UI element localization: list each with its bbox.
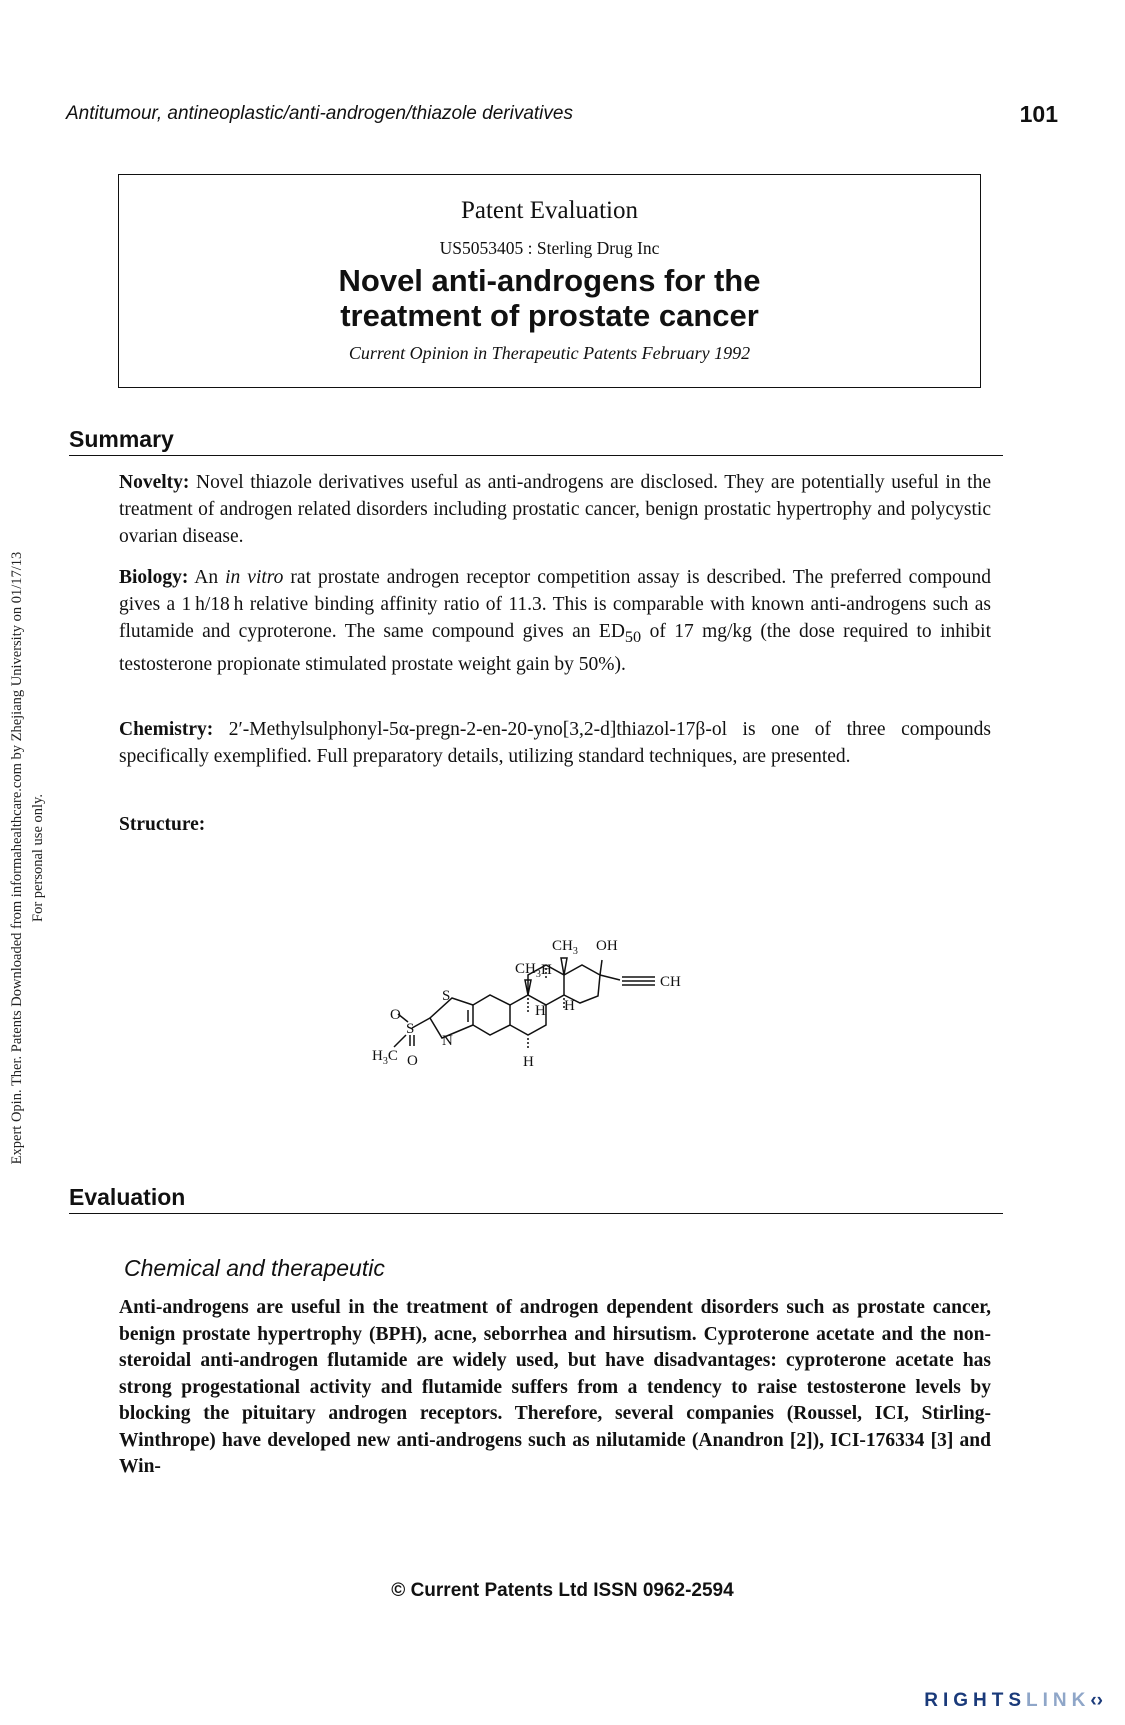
ring-a [473,995,510,1035]
patent-evaluation-box [118,174,981,388]
rightslink-part-b: LINK [1026,1690,1091,1711]
biology-text-a: An [188,567,226,588]
label-s-ring: S [442,988,451,1004]
page-number: 101 [1019,101,1058,127]
label-oh: OH [596,938,618,954]
rightslink-part-a: RIGHTS [924,1690,1027,1711]
label-ch3-mid: $CH_3$ [515,961,541,980]
article-title [119,263,980,333]
label-h-mid: H [535,1003,546,1019]
label-n-ring: N [442,1033,453,1049]
chemistry-label: Chemistry: [119,719,214,740]
label-h-right: H [564,998,575,1014]
evaluation-paragraph: Anti-androgens are useful in the treatment of androgen dependent disorders such as prostate cancer, benign prostate hypertrophy (BPH), acne, seborrhea and hirsutism. Cyproterone acetate and the non-steroidal anti-androgen flutamide are widely used, but have disadvantages: cyproterone acetate has strong progestational activity and flutamide suffers from a tendency to raise testosterone levels by blocking the pituitary androgen receptors. Therefore, several companies (Roussel, ICI, Stirling-Winthrope) have developed new anti-androgens such as nilutamide (Anandron [2]), ICI-176334 [3] and Win- [119,1297,991,1477]
biology-text-c: of 17 mg/kg (the dose required to inhibit testosterone propionate stimulated prostate weight gain by 50%). [119,621,991,675]
structure-paragraph [119,811,991,838]
novelty-text: Novel thiazole derivatives useful as anti-androgens are disclosed. They are potentially useful in the treatment of androgen related disorders including prostatic cancer, benign prostatic hypertrophy and polycystic ovarian disease. [119,472,991,547]
biology-text-b: rat prostate androgen receptor competition assay is described. The preferred compound gives a 1 h/18 h relative binding affinity ratio of 11.3. This is comparable with known anti-androgens such as flutamide and cyproterone. The same compound gives an ED [119,567,991,642]
label-ch-alkyne: CH [660,974,681,990]
s-ch3-bond [394,1035,406,1047]
novelty-label: Novelty: [119,472,190,493]
biology-label: Biology: [119,567,189,588]
rightslink-arrows-icon: ‹› [1090,1690,1103,1711]
oh-bond [600,960,602,975]
box-kicker: Patent Evaluation [460,197,639,224]
side-note-line-1: Expert Opin. Ther. Patents Downloaded from informahealthcare.com by Zhejiang University on 01/17/13 [9,551,25,1165]
summary-heading [69,420,1003,456]
chemistry-text: 2′-Methylsulphonyl-5α-pregn-2-en-20-yno[3,2-d]thiazol-17β-ol is one of three compounds specifically exemplified. Full preparatory details, utilizing standard techniques, are presented. [119,719,991,767]
running-title: Antitumour, antineoplastic/anti-androgen/thiazole derivatives [66,103,573,124]
label-o-top: O [390,1007,401,1023]
footer-copyright: © Current Patents Ltd ISSN 0962-2594 [391,1580,734,1601]
ethynyl-bond [600,975,620,980]
biology-text-italic: in vitro [225,567,284,588]
article-title-line-1: Novel anti-androgens for the [338,263,761,298]
article-title-line-2: treatment of prostate cancer [340,298,759,333]
running-header [66,101,1058,133]
evaluation-heading-text: Evaluation [69,1184,186,1210]
evaluation-heading [69,1178,1003,1214]
label-h3c: $H_3C$ [372,1048,398,1067]
download-side-note [7,308,53,1408]
label-o-bottom: O [407,1053,418,1069]
sulfonyl-bond [412,1018,430,1028]
thiazole-ring [430,998,473,1038]
label-h-upper: H [541,962,552,978]
evaluation-subheading: Chemical and therapeutic [124,1255,385,1281]
biology-paragraph [119,564,991,678]
chemical-structure [330,900,790,1095]
side-note-line-2: For personal use only. [30,794,46,922]
summary-heading-text: Summary [69,426,174,452]
methyl-wedge-c13 [561,958,567,975]
label-h-bottom: H [523,1054,534,1070]
chemistry-paragraph [119,716,991,770]
novelty-paragraph [119,469,991,550]
box-patent-line: US5053405 : Sterling Drug Inc [439,238,660,258]
box-source: Current Opinion in Therapeutic Patents February 1992 [348,343,751,363]
label-s-sulfonyl: S [406,1021,415,1037]
label-ch3-top: $CH_3$ [552,938,578,957]
biology-subscript: 50 [624,627,642,646]
rightslink-logo[interactable] [924,1690,1103,1712]
structure-label: Structure: [119,814,206,835]
